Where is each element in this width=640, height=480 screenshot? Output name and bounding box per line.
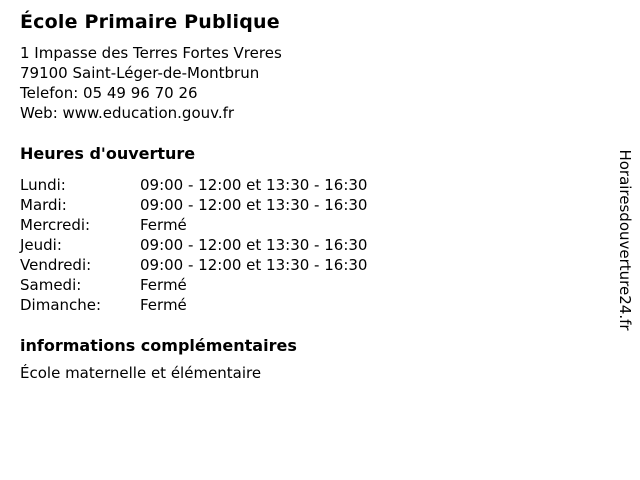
day-hours: 09:00 - 12:00 et 13:30 - 16:30	[140, 176, 368, 194]
day-label: Vendredi:	[20, 256, 92, 274]
hours-row-monday	[20, 175, 595, 195]
hours-row-saturday	[20, 275, 595, 295]
day-label: Lundi:	[20, 176, 66, 194]
address-city-line: 79100 Saint-Léger-de-Montbrun	[20, 64, 260, 82]
opening-hours-table	[20, 175, 595, 315]
day-hours: 09:00 - 12:00 et 13:30 - 16:30	[140, 256, 368, 274]
address-block	[20, 43, 595, 123]
day-hours: Fermé	[140, 216, 187, 234]
phone-line: Telefon: 05 49 96 70 26	[20, 84, 198, 102]
hours-row-wednesday	[20, 215, 595, 235]
day-label: Dimanche:	[20, 296, 102, 314]
hours-row-friday	[20, 255, 595, 275]
day-label: Mardi:	[20, 196, 67, 214]
page-title: École Primaire Publique	[20, 11, 280, 33]
address-street-line: 1 Impasse des Terres Fortes Vreres	[20, 44, 282, 62]
site-watermark: Horairesdouverture24.fr	[616, 149, 634, 331]
day-hours: 09:00 - 12:00 et 13:30 - 16:30	[140, 196, 368, 214]
hours-row-thursday	[20, 235, 595, 255]
day-hours: Fermé	[140, 276, 187, 294]
additional-info-heading: informations complémentaires	[20, 336, 297, 355]
hours-row-tuesday	[20, 195, 595, 215]
day-hours: Fermé	[140, 296, 187, 314]
day-label: Mercredi:	[20, 216, 91, 234]
day-label: Jeudi:	[20, 236, 62, 254]
day-hours: 09:00 - 12:00 et 13:30 - 16:30	[140, 236, 368, 254]
website-line: Web: www.education.gouv.fr	[20, 104, 235, 122]
hours-row-sunday	[20, 295, 595, 315]
business-info-content	[20, 9, 595, 383]
day-label: Samedi:	[20, 276, 82, 294]
opening-hours-heading: Heures d'ouverture	[20, 144, 196, 163]
additional-info-text: École maternelle et élémentaire	[20, 364, 262, 382]
